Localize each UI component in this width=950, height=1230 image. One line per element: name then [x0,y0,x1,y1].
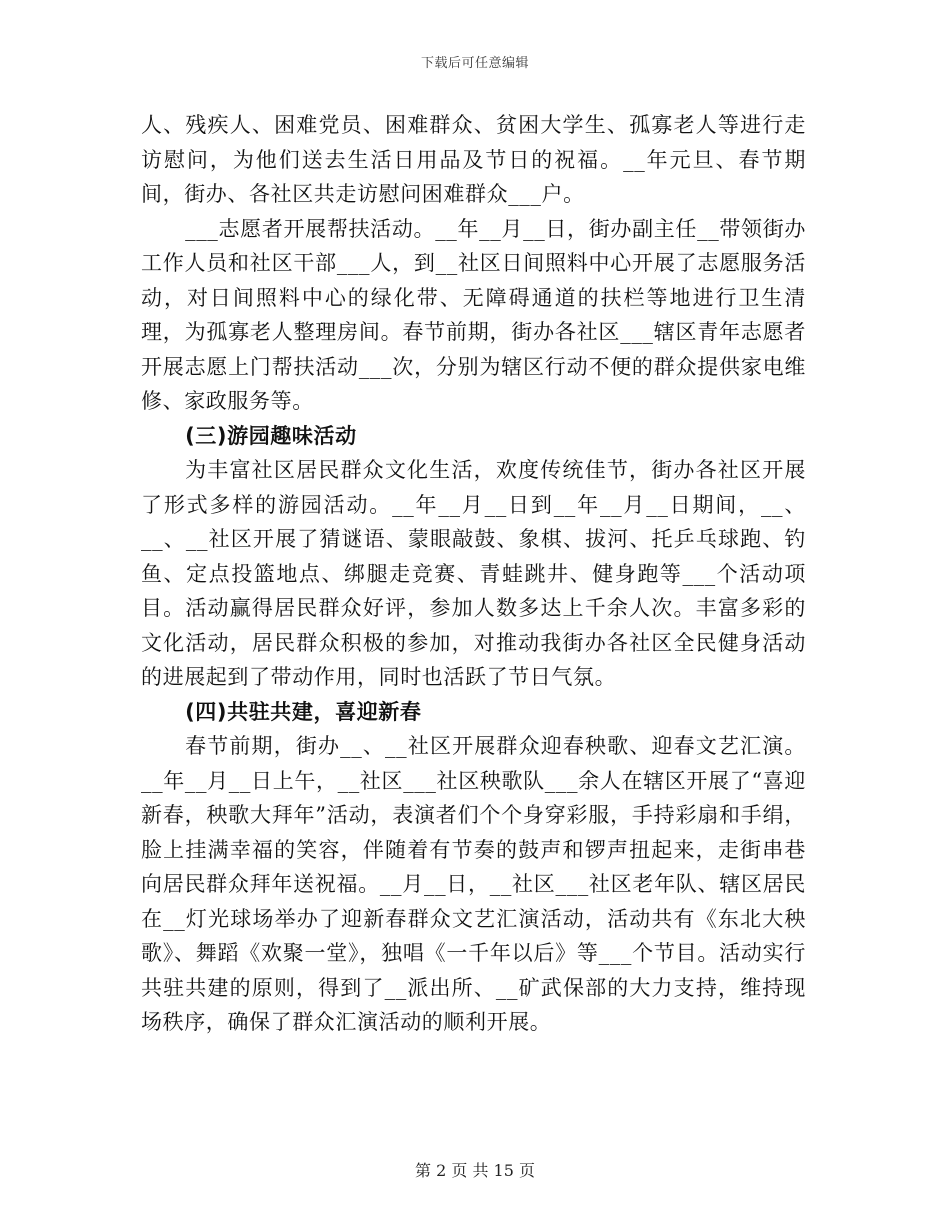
section-heading-3: (三)游园趣味活动 [185,423,357,448]
page-header: 下载后可任意编辑 [420,56,529,71]
paragraph-1: 人、残疾人、困难党员、困难群众、贫困大学生、孤寡老人等进行走访慰问，为他们送去生活日用品及节日的祝福。__年元旦、春节期间，街办、各社区共走访慰问困难群众___户。 [141,113,806,206]
paragraph-2: ___志愿者开展帮扶活动。__年__月__日，街办副主任__带领街办工作人员和社区干部___人，到__社区日间照料中心开展了志愿服务活动，对日间照料中心的绿化带、无障碍通道的扶栏等地进行卫生清理，为孤寡老人整理房间。春节前期，街办各社区___辖区青年志愿者开展志愿上门帮扶活动___次，分别为辖区行动不便的群众提供家电维修、家政服务等。 [141,216,806,413]
document-body [141,108,806,1040]
paragraph-4: 春节前期，街办__、__社区开展群众迎春秧歌、迎春文艺汇演。__年__月__日上午，__社区___社区秧歌队___余人在辖区开展了“喜迎新春，秧歌大拜年”活动，表演者们个个身穿彩服，手持彩扇和手绢，脸上挂满幸福的笑容，伴随着有节奏的鼓声和锣声扭起来，走街串巷向居民群众拜年送祝福。__月__日，__社区___社区老年队、辖区居民在__灯光球场举办了迎新春群众文艺汇演活动，活动共有《东北大秧歌》、舞蹈《欢聚一堂》，独唱《一千年以后》等___个节目。活动实行共驻共建的原则，得到了__派出所、__矿武保部的大力支持，维持现场秩序，确保了群众汇演活动的顺利开展。 [141,734,806,1034]
page-number-footer: 第 2 页 共 15 页 [415,1161,535,1180]
paragraph-3: 为丰富社区居民群众文化生活，欢度传统佳节，街办各社区开展了形式多样的游园活动。__年__月__日到__年__月__日期间，__、__、__社区开展了猜谜语、蒙眼敲鼓、象棋、拔河、托乒乓球跑、钓鱼、定点投篮地点、绑腿走竞赛、青蛙跳井、健身跑等___个活动项目。活动赢得居民群众好评，参加人数多达上千余人次。丰富多彩的文化活动，居民群众积极的参加，对推动我街办各社区全民健身活动的进展起到了带动作用，同时也活跃了节日气氛。 [141,458,806,689]
section-heading-4: (四)共驻共建，喜迎新春 [185,699,422,724]
